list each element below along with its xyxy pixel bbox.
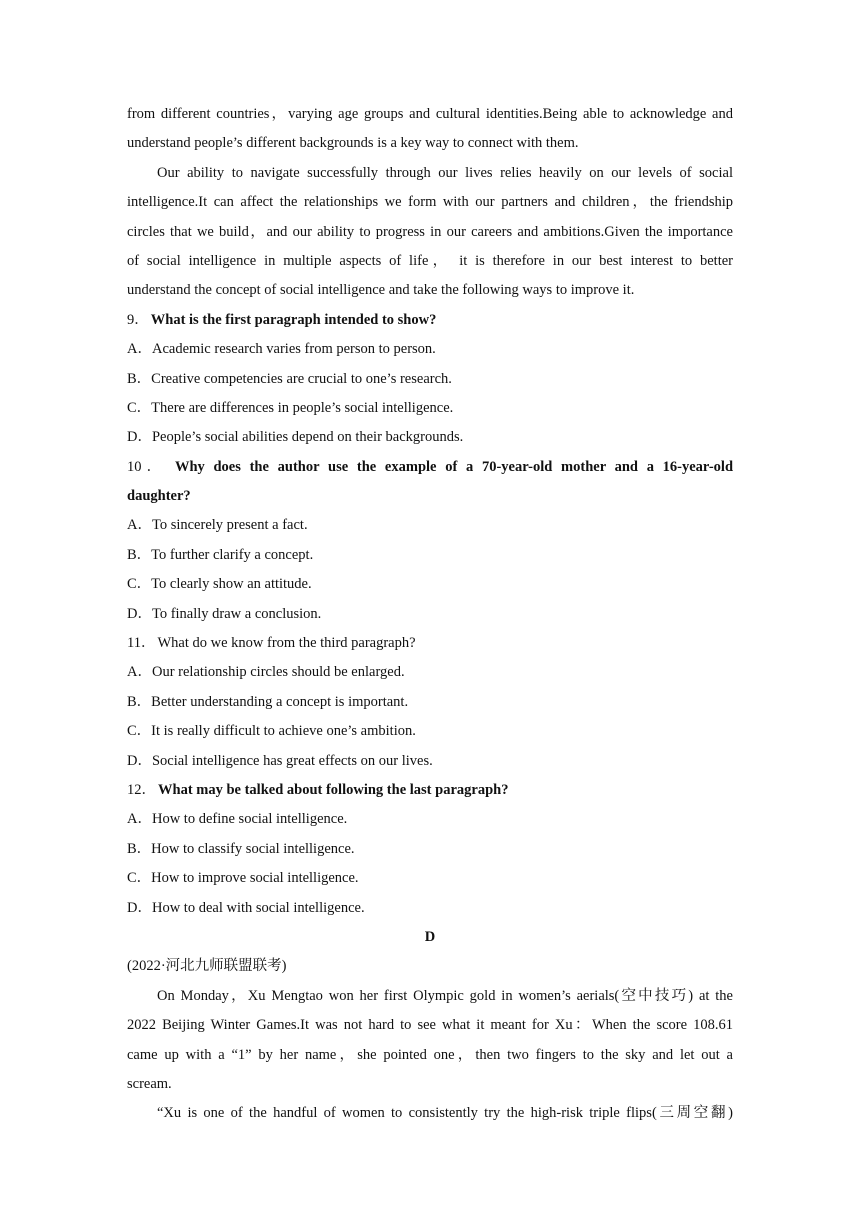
question-number: 11．	[127, 635, 156, 652]
option-a: A．Academic research varies from person to person.	[127, 341, 436, 358]
option-a: A．How to define social intelligence.	[127, 811, 348, 828]
question-number: 12．	[127, 781, 156, 798]
option-b: B．How to classify social intelligence.	[127, 840, 355, 857]
option-c: C．There are differences in people’s social intelligence.	[127, 399, 454, 416]
option-b: B．Better understanding a concept is important.	[127, 693, 409, 710]
source-note: (2022·河北九师联盟联考)	[127, 958, 287, 975]
option-d: D．How to deal with social intelligence.	[127, 899, 365, 916]
question-stem-continued: daughter?	[127, 488, 191, 505]
paragraph-line: of social intelligence in multiple aspects of life， it is therefore in our best interest to better	[127, 252, 733, 269]
paragraph-line: understand people’s different backgrounds is a key way to connect with them.	[127, 135, 579, 152]
paragraph-line: scream.	[127, 1075, 172, 1092]
paragraph-line: from different countries，varying age groups and cultural identities.Being able to acknowledge and	[127, 106, 733, 122]
paragraph-line: 2022 Beijing Winter Games.It was not hard to see what it meant for Xu：When the score 108.61	[127, 1017, 733, 1034]
paragraph-line: understand the concept of social intelligence and take the following ways to improve it.	[127, 282, 635, 299]
document-page	[127, 100, 733, 1129]
option-c: C．How to improve social intelligence.	[127, 870, 359, 887]
option-c: C．To clearly show an attitude.	[127, 576, 312, 593]
question-stem: Why does the author use the example of a 70-year-old mother and a 16-year-old	[174, 458, 733, 475]
option-d: D．To finally draw a conclusion.	[127, 605, 322, 622]
option-b: B．Creative competencies are crucial to one’s research.	[127, 370, 452, 387]
option-c: C．It is really difficult to achieve one’s ambition.	[127, 723, 416, 740]
question-stem: What do we know from the third paragraph?	[157, 635, 416, 652]
question-11	[127, 629, 733, 658]
paragraph-line: intelligence.It can affect the relationships we form with our partners and children，the friendship	[127, 194, 733, 211]
paragraph-line: Our ability to navigate successfully through our lives relies heavily on our levels of social	[157, 164, 733, 181]
question-number: 10．	[127, 458, 167, 475]
paragraph-line: circles that we build，and our ability to progress in our careers and ambitions.Given the importance	[127, 223, 733, 240]
question-9	[127, 306, 733, 335]
question-10	[127, 453, 733, 482]
option-a: A．To sincerely present a fact.	[127, 517, 308, 534]
question-number: 9．	[127, 311, 149, 328]
paragraph-line: “Xu is one of the handful of women to consistently try the high-risk triple flips(三周空翻)	[157, 1105, 733, 1122]
question-stem: What may be talked about following the last paragraph?	[158, 781, 509, 798]
option-b: B．To further clarify a concept.	[127, 546, 314, 563]
option-a: A．Our relationship circles should be enlarged.	[127, 664, 405, 681]
paragraph-line: came up with a “1” by her name，she pointed one，then two fingers to the sky and let out a	[127, 1046, 733, 1063]
option-d: D．Social intelligence has great effects on our lives.	[127, 752, 433, 769]
paragraph-line: On Monday，Xu Mengtao won her first Olympic gold in women’s aerials(空中技巧) at the	[157, 987, 733, 1004]
section-heading: D	[424, 928, 436, 945]
option-d: D．People’s social abilities depend on their backgrounds.	[127, 429, 464, 446]
question-stem: What is the first paragraph intended to show?	[150, 311, 437, 328]
question-12	[127, 776, 733, 805]
